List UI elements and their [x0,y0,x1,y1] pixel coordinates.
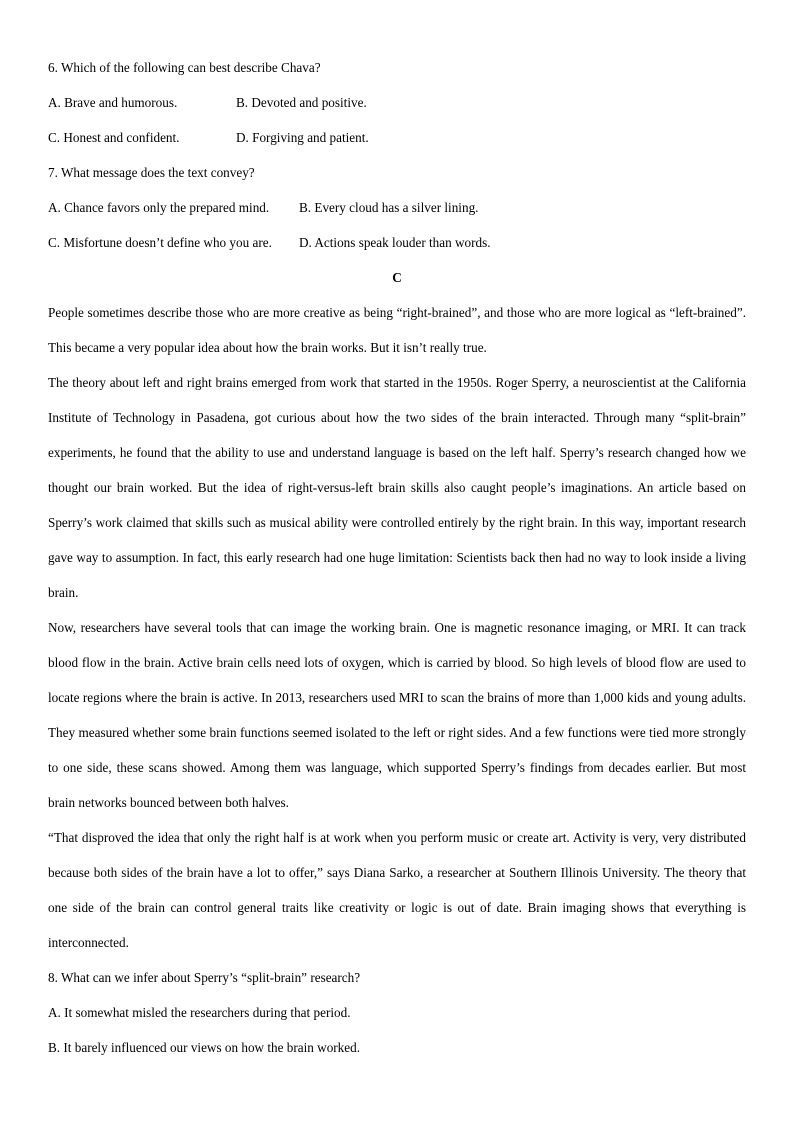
question-6-options-row-2 [48,120,746,155]
option-6d: D. Forgiving and patient. [236,130,369,145]
option-6b: B. Devoted and positive. [236,95,367,110]
option-7d: D. Actions speak louder than words. [299,235,491,250]
question-8: 8. What can we infer about Sperry’s “split-brain” research? [48,970,361,985]
passage-paragraph-4: “That disproved the idea that only the right half is at work when you perform music or create art. Activity is very, very distributed because both sides of the brain have a lot to offer,” says Diana Sarko, a researcher at Southern Illinois University. The theory that one side of the brain can control general traits like creativity or logic is out of date. Brain imaging shows that everything is interconnected. [48,830,746,950]
option-8b: B. It barely influenced our views on how the brain worked. [48,1040,361,1055]
exam-page [48,50,746,1065]
question-7: 7. What message does the text convey? [48,165,255,180]
option-7b: B. Every cloud has a silver lining. [299,200,479,215]
option-8a: A. It somewhat misled the researchers during that period. [48,1005,351,1020]
question-7-options-row-1 [48,190,746,225]
passage-label: C [392,270,402,285]
passage-paragraph-1: People sometimes describe those who are more creative as being “right-brained”, and those who are more logical as “left-brained”. This became a very popular idea about how the brain works. But it isn’t really true. [48,305,746,355]
passage-paragraph-2: The theory about left and right brains emerged from work that started in the 1950s. Roger Sperry, a neuroscientist at the California Institute of Technology in Pasadena, got curious about how the two sides of the brain interacted. Through many “split-brain” experiments, he found that the ability to use and understand language is based on the left half. Sperry’s research changed how we thought our brain worked. But the idea of right-versus-left brain skills also caught people’s imaginations. An article based on Sperry’s work claimed that skills such as musical ability were controlled entirely by the right brain. In this way, important research gave way to assumption. In fact, this early research had one huge limitation: Scientists back then had no way to look inside a living brain. [48,375,746,600]
passage-paragraph-3: Now, researchers have several tools that can image the working brain. One is magnetic resonance imaging, or MRI. It can track blood flow in the brain. Active brain cells need lots of oxygen, which is carried by blood. So high levels of blood flow are used to locate regions where the brain is active. In 2013, researchers used MRI to scan the brains of more than 1,000 kids and young adults. They measured whether some brain functions seemed isolated to the left or right sides. And a few functions were tied more strongly to one side, these scans showed. Among them was language, which supported Sperry’s findings from decades earlier. But most brain networks bounced between both halves. [48,620,746,810]
question-6-options-row-1 [48,85,746,120]
option-6c: C. Honest and confident. [48,130,180,145]
option-7a: A. Chance favors only the prepared mind. [48,200,270,215]
option-6a: A. Brave and humorous. [48,95,178,110]
option-7c: C. Misfortune doesn’t define who you are. [48,235,272,250]
question-7-options-row-2 [48,225,746,260]
question-6: 6. Which of the following can best describe Chava? [48,60,321,75]
